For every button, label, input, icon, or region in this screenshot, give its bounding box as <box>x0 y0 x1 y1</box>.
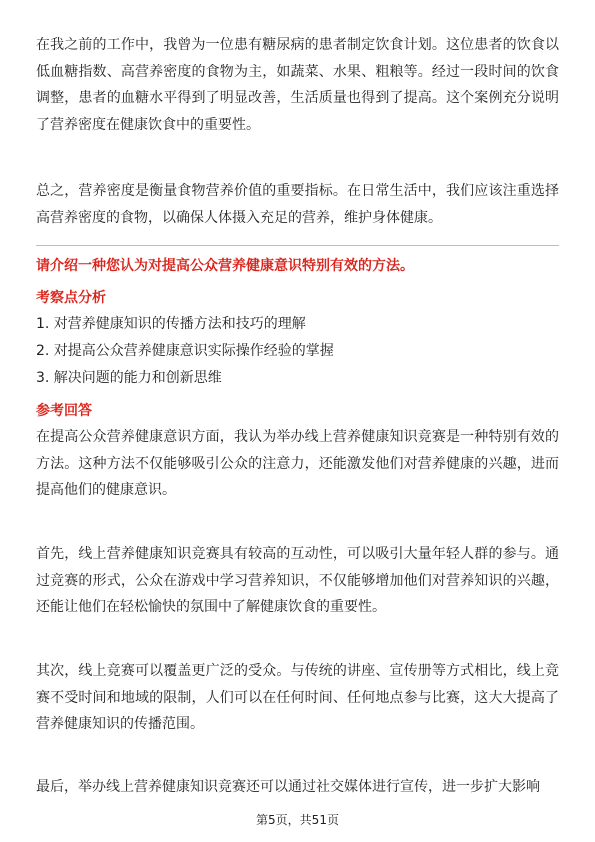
case-paragraph: 在我之前的工作中，我曾为一位患有糖尿病的患者制定饮食计划。这位患者的饮食以低血糖指数、高营养密度的食物为主，如蔬菜、水果、粗粮等。经过一段时间的饮食调整，患者的血糖水平得到了明显改善，生活质量也得到了提高。这个案例充分说明了营养密度在健康饮食中的重要性。 <box>36 37 559 133</box>
answer-paragraph: 首先，线上营养健康知识竞赛具有较高的互动性，可以吸引大量年轻人群的参与。通过竞赛的形式，公众在游戏中学习营养知识，不仅能够增加他们对营养知识的兴趣，还能让他们在轻松愉快的氛围中了解健康饮食的重要性。 <box>36 546 559 615</box>
answer-paragraph: 最后，举办线上营养健康知识竞赛还可以通过社交媒体进行宣传，进一步扩大影响 <box>36 779 540 795</box>
summary-paragraph: 总之，营养密度是衡量食物营养价值的重要指标。在日常生活中，我们应该注重选择高营养密度的食物，以确保人体摄入充足的营养，维护身体健康。 <box>36 183 559 226</box>
analysis-item: 1. 对营养健康知识的传播方法和技巧的理解 <box>36 316 306 332</box>
analysis-item: 3. 解决问题的能力和创新思维 <box>36 370 222 386</box>
answer-heading: 参考回答 <box>36 403 92 419</box>
answer-paragraph: 其次，线上竞赛可以覆盖更广泛的受众。与传统的讲座、宣传册等方式相比，线上竞赛不受时间和地域的限制，人们可以在任何时间、任何地点参与比赛，这大大提高了营养健康知识的传播范围。 <box>36 663 559 732</box>
analysis-heading: 考察点分析 <box>36 290 106 306</box>
answer-paragraph: 在提高公众营养健康意识方面，我认为举办线上营养健康知识竞赛是一种特别有效的方法。这种方法不仅能够吸引公众的注意力，还能激发他们对营养健康的兴趣，进而提高他们的健康意识。 <box>36 429 559 498</box>
analysis-item: 2. 对提高公众营养健康意识实际操作经验的掌握 <box>36 343 334 359</box>
question-title: 请介绍一种您认为对提高公众营养健康意识特别有效的方法。 <box>36 258 414 274</box>
page-number: 第5页，共51页 <box>256 813 339 827</box>
section-divider <box>36 245 559 246</box>
